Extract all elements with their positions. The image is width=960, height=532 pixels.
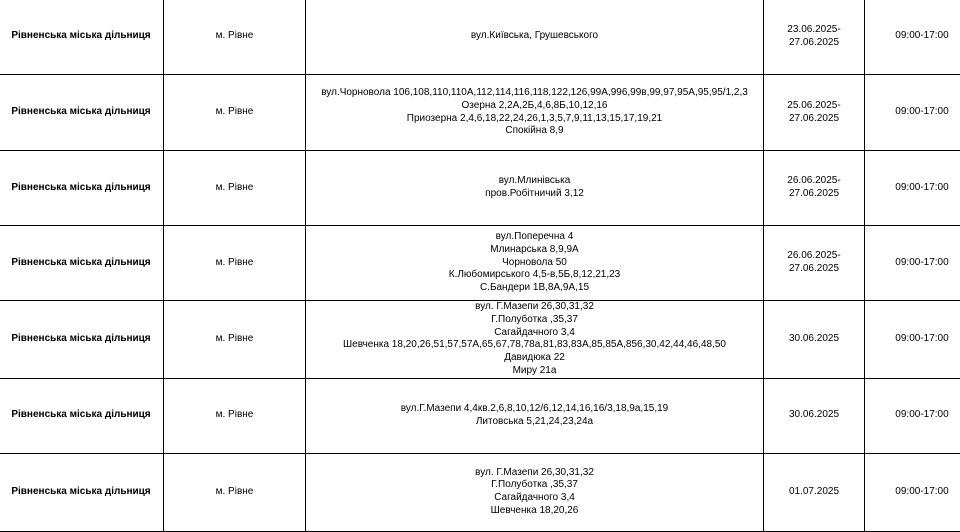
- dates-cell: [764, 301, 865, 379]
- street-line: Спокійна 8,9: [306, 125, 763, 138]
- street-line: Озерна 2,2А,2Б,4,6,8Б,10,12,16: [306, 100, 763, 113]
- streets-cell: [306, 0, 764, 75]
- district-cell: Рівненська міська дільниця: [0, 378, 164, 453]
- district-cell: Рівненська міська дільниця: [0, 0, 164, 75]
- table-row: [0, 378, 960, 453]
- locality-cell: м. Рівне: [164, 453, 306, 531]
- dates-cell: [764, 226, 865, 301]
- streets-cell: [306, 453, 764, 531]
- streets-cell: [306, 378, 764, 453]
- street-line: Шевченка 18,20,26: [306, 505, 763, 518]
- street-line: вул.Київська, Грушевського: [306, 30, 763, 43]
- district-cell: Рівненська міська дільниця: [0, 301, 164, 379]
- district-cell: Рівненська міська дільниця: [0, 453, 164, 531]
- date-line: 27.06.2025: [764, 263, 864, 276]
- street-line: вул.Млинівська: [306, 175, 763, 188]
- street-line: вул.Чорновола 106,108,110,110А,112,114,116,118,122,126,99А,996,99в,99,97,95А,95,95/1,2,3: [306, 87, 763, 100]
- street-line: пров.Робітничий 3,12: [306, 188, 763, 201]
- time-cell: 09:00-17:00: [865, 226, 960, 301]
- district-cell: Рівненська міська дільниця: [0, 226, 164, 301]
- street-line: Миру 21а: [306, 365, 763, 378]
- date-line: 26.06.2025-: [764, 250, 864, 263]
- street-line: Г.Полуботка ,35,37: [306, 314, 763, 327]
- date-line: 01.07.2025: [764, 486, 864, 499]
- street-line: Шевченка 18,20,26,51,57,57А,65,67,78,78а,81,83,83А,85,85А,856,30,42,44,46,48,50: [306, 339, 763, 352]
- locality-cell: м. Рівне: [164, 151, 306, 226]
- dates-cell: [764, 0, 865, 75]
- date-line: 27.06.2025: [764, 37, 864, 50]
- street-line: вул. Г.Мазепи 26,30,31,32: [306, 467, 763, 480]
- date-line: 25.06.2025-: [764, 100, 864, 113]
- street-line: Чорновола 50: [306, 257, 763, 270]
- time-cell: 09:00-17:00: [865, 301, 960, 379]
- street-line: вул. Г.Мазепи 26,30,31,32: [306, 301, 763, 314]
- streets-cell: [306, 75, 764, 151]
- table-row: [0, 226, 960, 301]
- street-line: Давидюка 22: [306, 352, 763, 365]
- dates-cell: [764, 378, 865, 453]
- date-line: 30.06.2025: [764, 333, 864, 346]
- dates-cell: [764, 75, 865, 151]
- street-line: С.Бандери 1В,8А,9А,15: [306, 282, 763, 295]
- date-line: 26.06.2025-: [764, 175, 864, 188]
- streets-cell: [306, 301, 764, 379]
- locality-cell: м. Рівне: [164, 226, 306, 301]
- table-row: [0, 301, 960, 379]
- table-row: [0, 75, 960, 151]
- date-line: 27.06.2025: [764, 113, 864, 126]
- locality-cell: м. Рівне: [164, 0, 306, 75]
- table-row: [0, 453, 960, 531]
- time-cell: 09:00-17:00: [865, 378, 960, 453]
- street-line: К.Любомирського 4,5-в,5Б,8,12,21,23: [306, 269, 763, 282]
- street-line: Литовська 5,21,24,23,24а: [306, 416, 763, 429]
- time-cell: 09:00-17:00: [865, 75, 960, 151]
- district-cell: Рівненська міська дільниця: [0, 75, 164, 151]
- locality-cell: м. Рівне: [164, 378, 306, 453]
- date-line: 27.06.2025: [764, 188, 864, 201]
- date-line: 30.06.2025: [764, 409, 864, 422]
- street-line: Г.Полуботка ,35,37: [306, 479, 763, 492]
- streets-cell: [306, 226, 764, 301]
- street-line: Млинарська 8,9,9А: [306, 244, 763, 257]
- district-cell: Рівненська міська дільниця: [0, 151, 164, 226]
- dates-cell: [764, 453, 865, 531]
- table-row: [0, 0, 960, 75]
- locality-cell: м. Рівне: [164, 301, 306, 379]
- table-row: [0, 151, 960, 226]
- locality-cell: м. Рівне: [164, 75, 306, 151]
- time-cell: 09:00-17:00: [865, 453, 960, 531]
- dates-cell: [764, 151, 865, 226]
- time-cell: 09:00-17:00: [865, 151, 960, 226]
- streets-cell: [306, 151, 764, 226]
- street-line: Сагайдачного 3,4: [306, 492, 763, 505]
- date-line: 23.06.2025-: [764, 24, 864, 37]
- street-line: вул.Г.Мазепи 4,4кв.2,6,8,10,12/6,12,14,16,16/3,18,9а,15,19: [306, 403, 763, 416]
- street-line: Сагайдачного 3,4: [306, 327, 763, 340]
- time-cell: 09:00-17:00: [865, 0, 960, 75]
- street-line: вул.Поперечна 4: [306, 231, 763, 244]
- street-line: Приозерна 2,4,6,18,22,24,26,1,3,5,7,9,11,13,15,17,19,21: [306, 113, 763, 126]
